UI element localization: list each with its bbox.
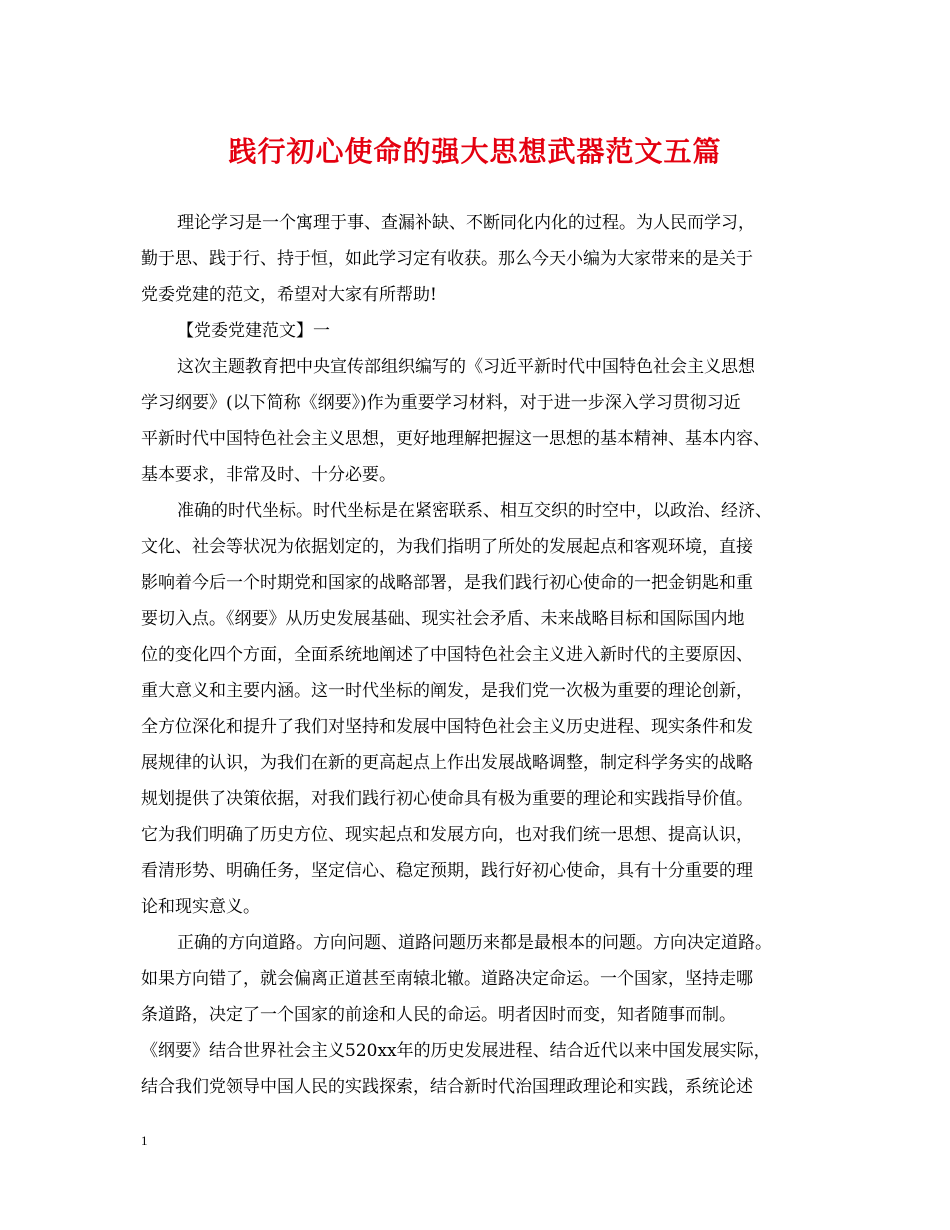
text-line: 位的变化四个方面，全面系统地阐述了中国特色社会主义进入新时代的主要原因、 [141, 645, 753, 665]
text-line: 党委党建的范文，希望对大家有所帮助! [141, 285, 437, 305]
text-line: 学习纲要》(以下简称《纲要》)作为重要学习材料，对于进一步深入学习贯彻习近 [141, 393, 741, 413]
text-line: 勤于思、践于行、持于恒，如此学习定有收获。那么今天小编为大家带来的是关于 [141, 249, 753, 269]
text-line: 文化、社会等状况为依据划定的，为我们指明了所处的发展起点和客观环境，直接 [141, 537, 753, 557]
text-line: 看清形势、明确任务，坚定信心、稳定预期，践行好初心使命，具有十分重要的理 [141, 861, 753, 881]
text-line: 条道路，决定了一个国家的前途和人民的命运。明者因时而变，知者随事而制。 [141, 1005, 736, 1025]
document-body [141, 205, 826, 1105]
page-number: 1 [141, 1133, 148, 1148]
text-line: 论和现实意义。 [141, 897, 260, 917]
document-title: 践行初心使命的强大思想武器范文五篇 [228, 135, 722, 168]
text-line: 重大意义和主要内涵。这一时代坐标的阐发，是我们党一次极为重要的理论创新， [141, 681, 753, 701]
text-line: 它为我们明确了历史方位、现实起点和发展方向，也对我们统一思想、提高认识， [141, 825, 753, 845]
text-line: 如果方向错了，就会偏离正道甚至南辕北辙。道路决定命运。一个国家，坚持走哪 [141, 969, 753, 989]
text-line: 要切入点。《纲要》从历史发展基础、现实社会矛盾、未来战略目标和国际国内地 [141, 609, 745, 629]
text-line: 影响着今后一个时期党和国家的战略部署，是我们践行初心使命的一把金钥匙和重 [141, 573, 753, 593]
text-line: 结合我们党领导中国人民的实践探索，结合新时代治国理政理论和实践，系统论述 [141, 1077, 753, 1097]
text-line: 规划提供了决策依据，对我们践行初心使命具有极为重要的理论和实践指导价值。 [141, 789, 753, 809]
text-line: 平新时代中国特色社会主义思想，更好地理解把握这一思想的基本精神、基本内容、 [141, 429, 770, 449]
text-line: 基本要求，非常及时、十分必要。 [141, 465, 396, 485]
text-line: 准确的时代坐标。时代坐标是在紧密联系、相互交织的时空中，以政治、经济、 [177, 501, 772, 521]
text-line: 全方位深化和提升了我们对坚持和发展中国特色社会主义历史进程、现实条件和发 [141, 717, 753, 737]
text-line: 理论学习是一个寓理于事、查漏补缺、不断同化内化的过程。为人民而学习， [177, 213, 755, 233]
text-line: 正确的方向道路。方向问题、道路问题历来都是最根本的问题。方向决定道路。 [177, 933, 772, 953]
text-line: 这次主题教育把中央宣传部组织编写的《习近平新时代中国特色社会主义思想 [177, 357, 755, 377]
text-line: 《纲要》结合世界社会主义520xx年的历史发展进程、结合近代以来中国发展实际， [141, 1041, 771, 1061]
text-line: 展规律的认识，为我们在新的更高起点上作出发展战略调整，制定科学务实的战略 [141, 753, 753, 773]
text-line: 【党委党建范文】一 [177, 321, 330, 341]
